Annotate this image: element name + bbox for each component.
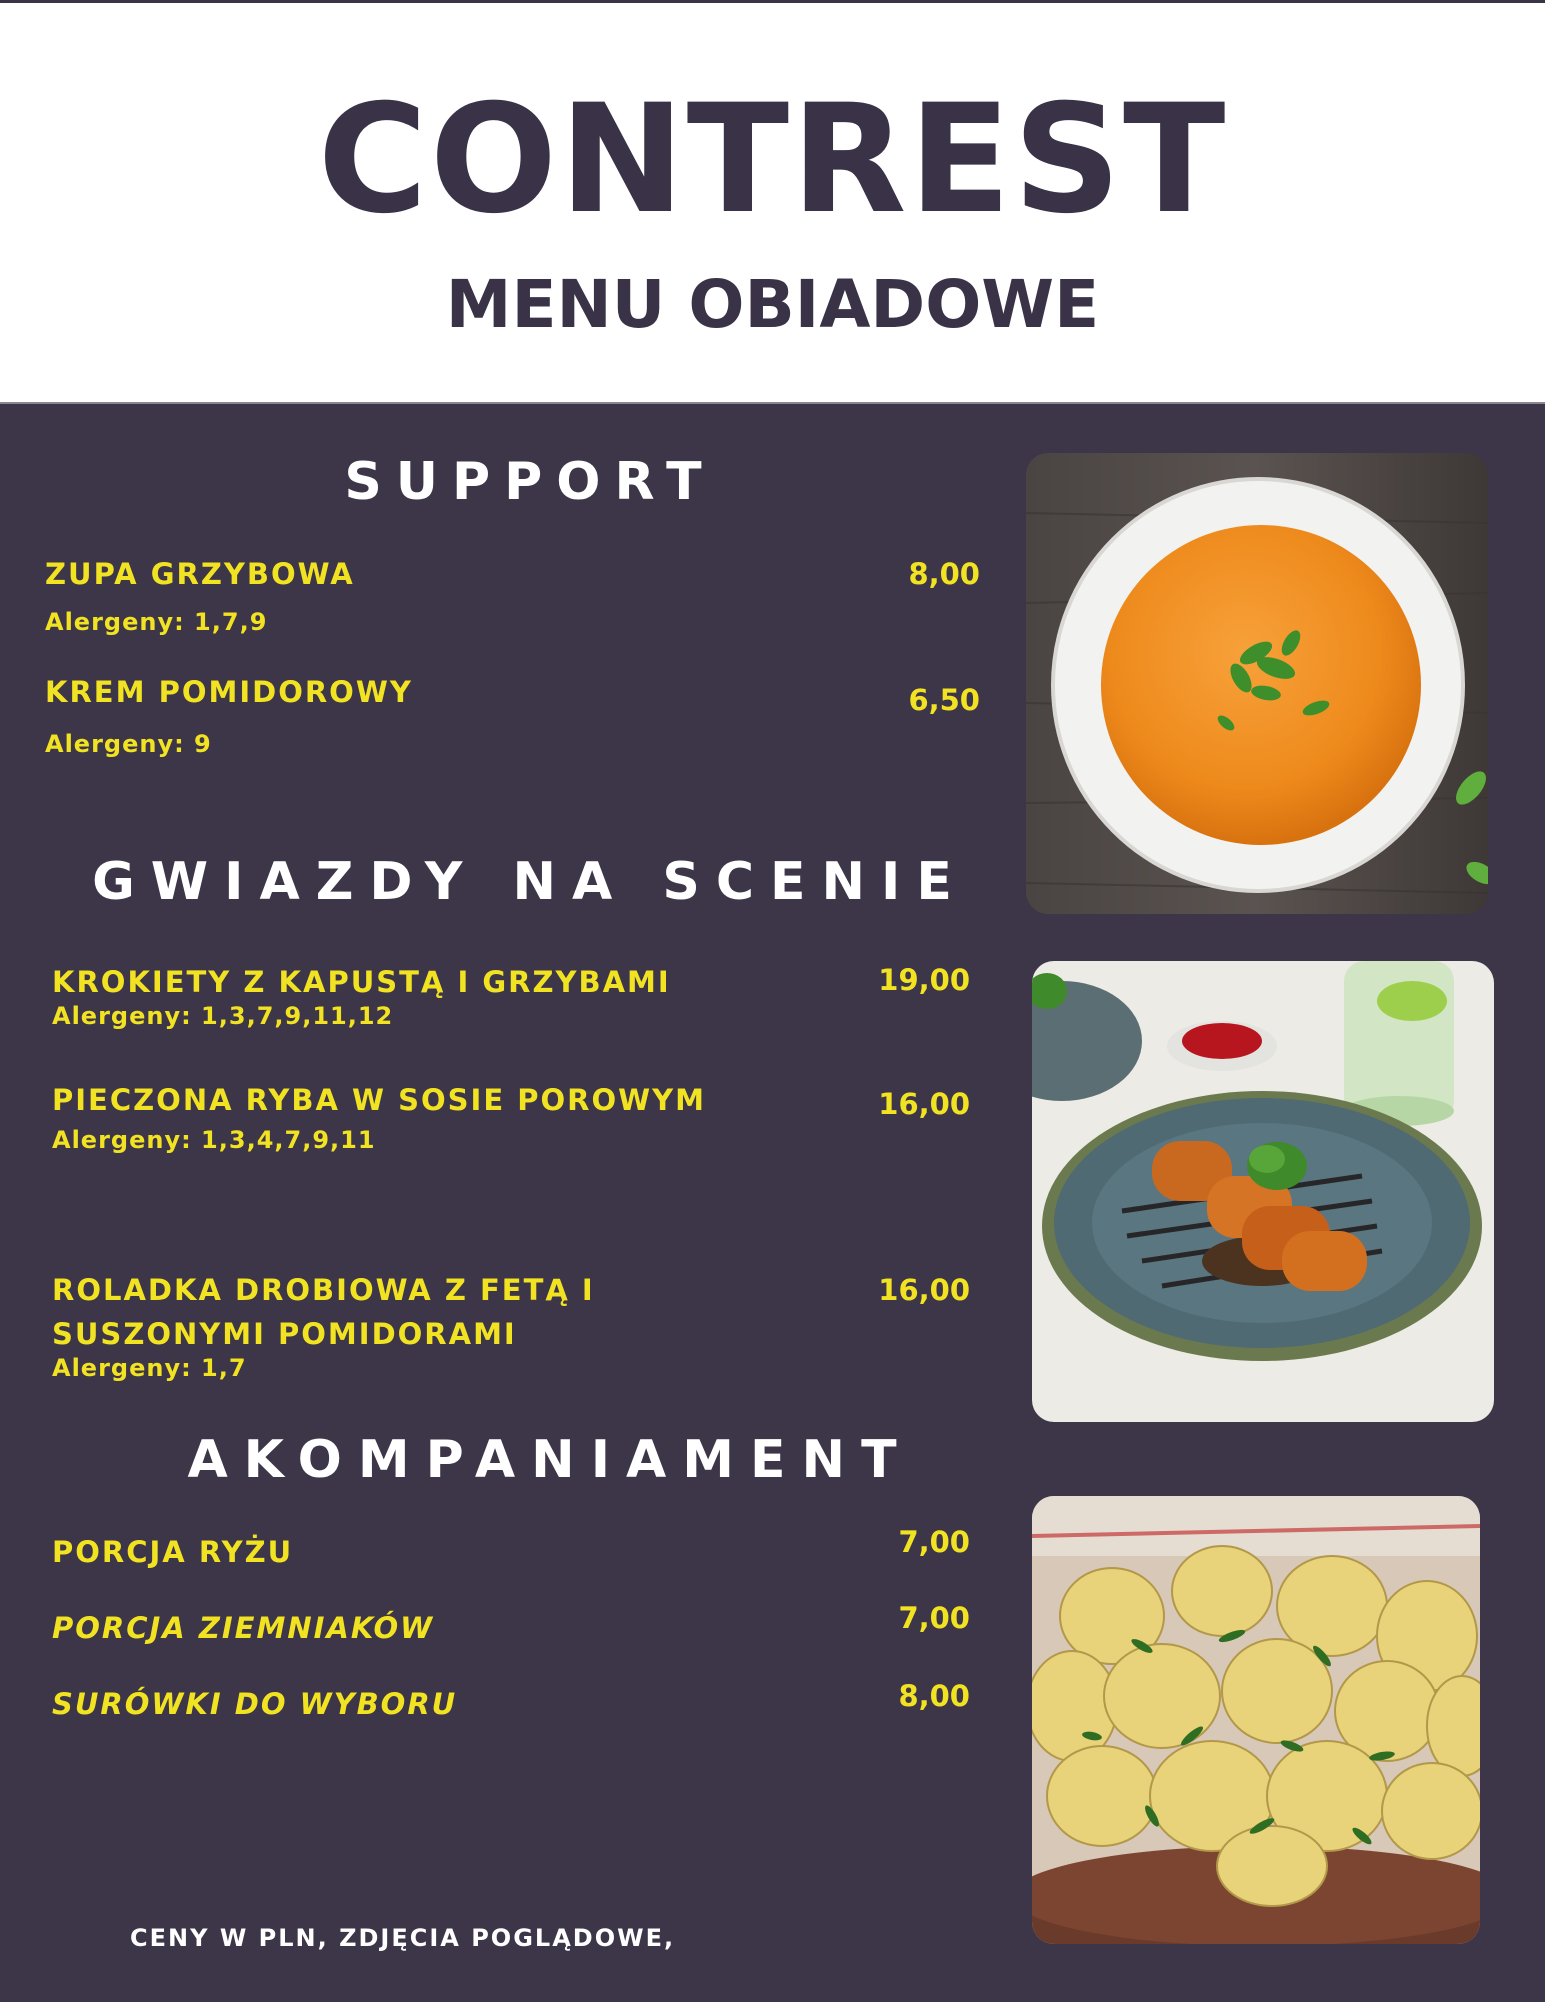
item-name-krem-pomidorowy: KREM POMIDOROWY [45,675,413,709]
header [0,3,1545,402]
item-price-porcja-ryzu: 7,00 [898,1525,970,1559]
item-price-zupa-grzybowa: 8,00 [908,557,980,591]
item-name-zupa-grzybowa: ZUPA GRZYBOWA [45,557,355,591]
item-name-roladka-line1: ROLADKA DROBIOWA Z FETĄ I [52,1273,595,1307]
item-allergens-krokiety: Alergeny: 1,3,7,9,11,12 [52,1002,394,1030]
section-title-akompaniament: AKOMPANIAMENT [187,1430,913,1490]
item-allergens-zupa-grzybowa: Alergeny: 1,7,9 [45,608,268,636]
item-price-roladka: 16,00 [878,1273,970,1307]
item-price-krokiety: 19,00 [878,963,970,997]
item-name-pieczona-ryba: PIECZONA RYBA W SOSIE POROWYM [52,1083,706,1117]
soup-photo [1026,453,1488,914]
item-price-krem-pomidorowy: 6,50 [908,683,980,717]
item-allergens-roladka: Alergeny: 1,7 [52,1354,247,1382]
item-name-surowki: SURÓWKI DO WYBORU [52,1687,458,1721]
menu-title: MENU OBIADOWE [445,266,1100,343]
item-price-surowki: 8,00 [898,1679,970,1713]
item-price-pieczona-ryba: 16,00 [878,1087,970,1121]
item-name-porcja-ziemniakow: PORCJA ZIEMNIAKÓW [52,1611,435,1645]
footnote: CENY W PLN, ZDJĘCIA POGLĄDOWE, [130,1924,676,1952]
item-name-krokiety: KROKIETY Z KAPUSTĄ I GRZYBAMI [52,965,671,999]
croquettes-photo [1032,961,1494,1422]
item-name-roladka-line2: SUSZONYMI POMIDORAMI [52,1317,517,1351]
potatoes-photo [1032,1496,1480,1944]
restaurant-name: CONTREST [317,73,1228,247]
item-name-porcja-ryzu: PORCJA RYŻU [52,1535,294,1569]
section-title-gwiazdy-na-scenie: GWIAZDY NA SCENIE [92,852,968,912]
item-allergens-pieczona-ryba: Alergeny: 1,3,4,7,9,11 [52,1126,376,1154]
item-allergens-krem-pomidorowy: Alergeny: 9 [45,730,212,758]
item-price-porcja-ziemniakow: 7,00 [898,1601,970,1635]
section-title-support: SUPPORT [344,452,716,512]
